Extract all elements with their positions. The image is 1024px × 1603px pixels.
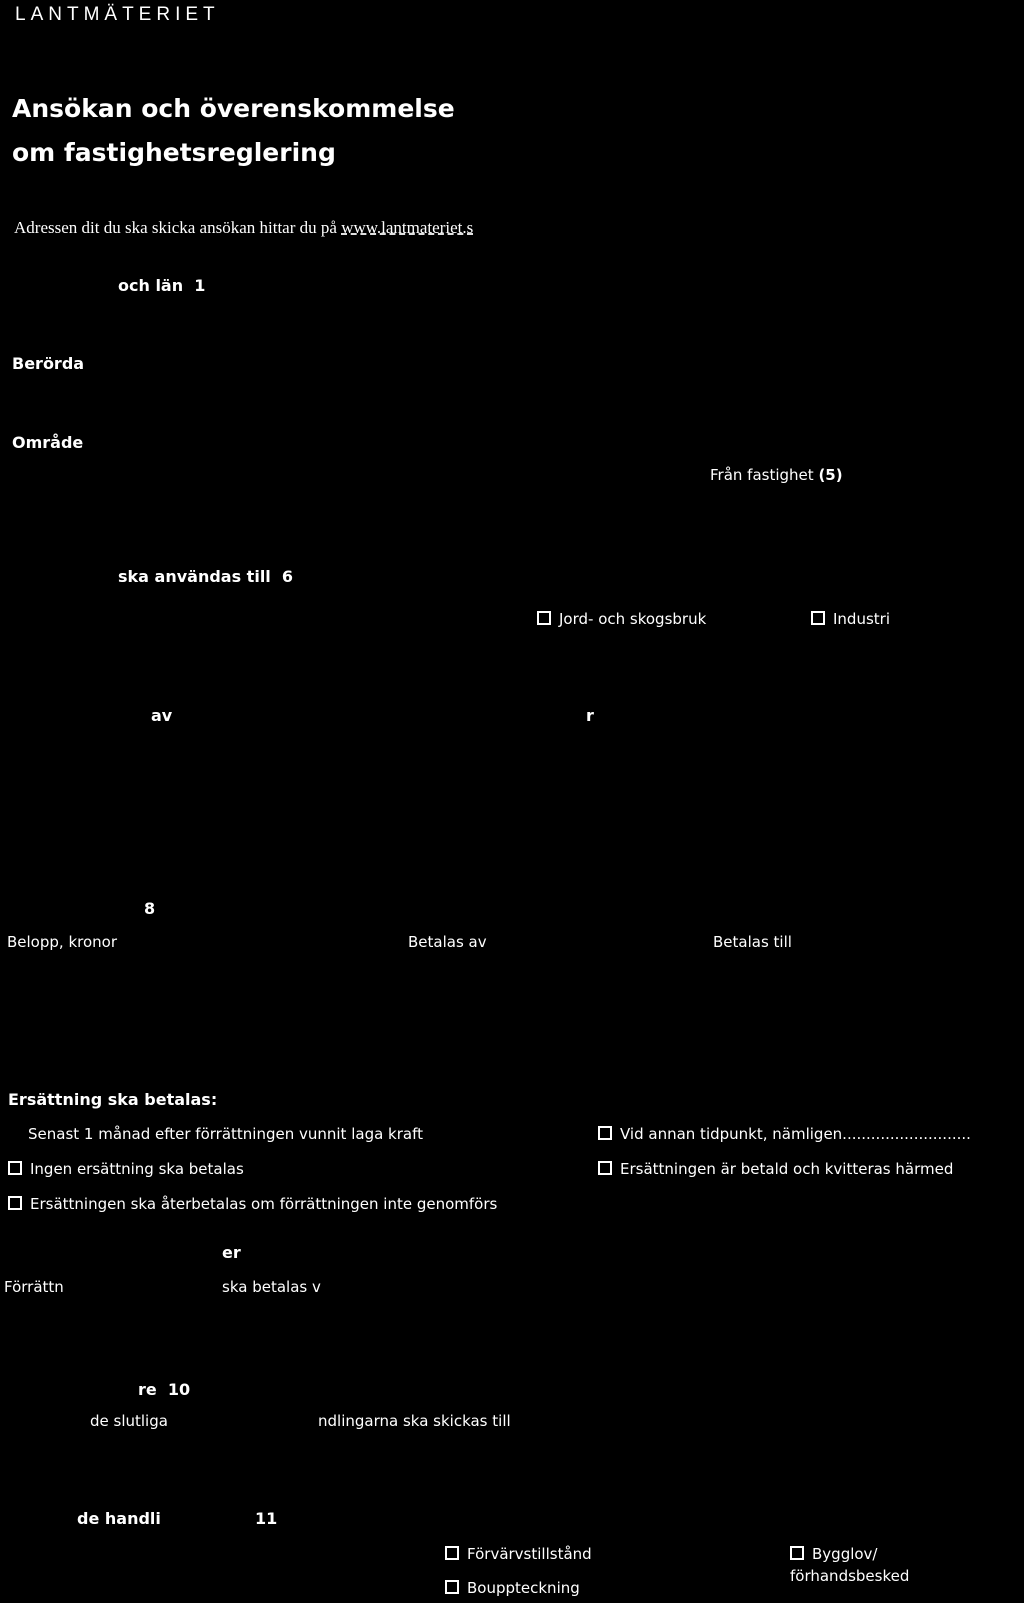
heading-berorda: Berörda xyxy=(12,354,85,373)
section-number-1: 1 xyxy=(194,276,206,295)
checkbox-icon[interactable] xyxy=(445,1580,459,1594)
checkbox-icon[interactable] xyxy=(445,1546,459,1560)
checkbox-icon[interactable] xyxy=(790,1546,804,1560)
label-forrattn: Förrättn xyxy=(4,1278,64,1296)
section-number-8: 8 xyxy=(144,899,156,918)
label-ska-anvandas: ska användas till 6 xyxy=(118,567,294,586)
page-title-line1: Ansökan och överenskommelse xyxy=(12,94,455,123)
checkbox-icon[interactable] xyxy=(598,1126,612,1140)
section-number-10: 10 xyxy=(167,1380,191,1399)
checkbox-bygglov[interactable]: Bygglov/ xyxy=(790,1545,878,1563)
checkbox-forvarvstillstand[interactable]: Förvärvstillstånd xyxy=(445,1545,592,1563)
checkbox-ersattning-betald[interactable]: Ersättningen är betald och kvitteras härmed xyxy=(598,1160,953,1178)
brand-logo: LANTMÄTERIET xyxy=(15,4,220,25)
section-number-11: 11 xyxy=(255,1509,278,1528)
checkbox-icon[interactable] xyxy=(537,611,551,625)
checkbox-icon[interactable] xyxy=(8,1161,22,1175)
checkbox-industri[interactable]: Industri xyxy=(811,610,890,628)
label-ska-betalas-v: ska betalas v xyxy=(222,1278,321,1296)
checkbox-jord-skogsbruk[interactable]: Jord- och skogsbruk xyxy=(537,610,706,628)
section-number-5: (5) xyxy=(818,466,843,484)
checkbox-icon[interactable] xyxy=(8,1196,22,1210)
label-er: er xyxy=(222,1243,241,1262)
option-senast: Senast 1 månad efter förrättningen vunnit laga kraft xyxy=(28,1125,423,1143)
label-re: re 10 xyxy=(138,1380,191,1399)
label-handlingarna: ndlingarna ska skickas till xyxy=(318,1412,511,1430)
section-number-6: 6 xyxy=(281,567,294,586)
label-de-slutliga: de slutliga xyxy=(90,1412,168,1430)
heading-ersattning: Ersättning ska betalas: xyxy=(8,1090,218,1109)
heading-omrade: Område xyxy=(12,433,84,452)
label-och-lan: och län 1 xyxy=(118,276,206,295)
label-betalas-till: Betalas till xyxy=(713,933,792,951)
checkbox-icon[interactable] xyxy=(598,1161,612,1175)
label-betalas-av: Betalas av xyxy=(408,933,487,951)
label-fran-fastighet: Från fastighet (5) xyxy=(710,466,843,484)
label-belopp: Belopp, kronor xyxy=(7,933,117,951)
website-link[interactable]: www.lantmateriet.s xyxy=(341,218,474,237)
label-r: r xyxy=(586,706,594,725)
intro-text xyxy=(14,218,473,238)
checkbox-vid-annan-tidpunkt[interactable]: Vid annan tidpunkt, nämligen........................... xyxy=(598,1125,971,1143)
label-forhandsbesked: förhandsbesked xyxy=(790,1567,910,1585)
checkbox-ingen-ersattning[interactable]: Ingen ersättning ska betalas xyxy=(8,1160,244,1178)
checkbox-aterbetalas[interactable]: Ersättningen ska återbetalas om förrättningen inte genomförs xyxy=(8,1195,497,1213)
page-title-line2: om fastighetsreglering xyxy=(12,138,336,167)
label-de-handli: de handli xyxy=(77,1509,161,1528)
intro-label: Adressen dit du ska skicka ansökan hittar du på xyxy=(14,218,342,237)
checkbox-icon[interactable] xyxy=(811,611,825,625)
checkbox-bouppteckning[interactable]: Bouppteckning xyxy=(445,1579,580,1597)
label-av: av xyxy=(151,706,173,725)
